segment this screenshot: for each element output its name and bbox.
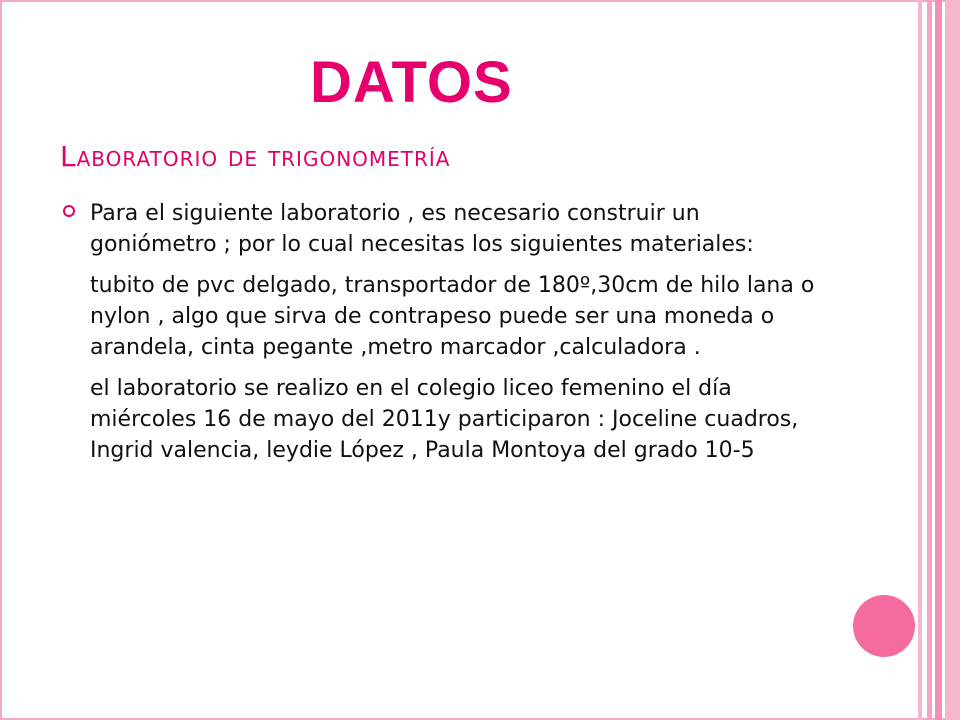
decorative-circle xyxy=(853,595,915,657)
decorative-stripe xyxy=(927,0,932,720)
bullet-circle-icon xyxy=(63,205,75,217)
slide-body xyxy=(90,198,820,476)
paragraph-materials: tubito de pvc delgado, transportador de 180º,30cm de hilo lana o nylon , algo que sirva de contrapeso puede ser una moneda o arandela, cinta pegante ,metro marcador ,calculadora . xyxy=(90,273,815,360)
paragraph-intro: Para el siguiente laboratorio , es necesario construir un goniómetro ; por lo cual necesitas los siguientes materiales: xyxy=(90,201,754,257)
paragraph-participants: el laboratorio se realizo en el colegio liceo femenino el día miércoles 16 de mayo del 2011y participaron : Joceline cuadros, Ingrid valencia, leydie López , Paula Montoya del grado 10-5 xyxy=(90,376,799,463)
slide-subtitle: Laboratorio de trigonometría xyxy=(60,140,451,173)
slide-title: DATOS xyxy=(310,50,513,115)
decorative-stripe xyxy=(918,0,922,720)
decorative-stripe xyxy=(945,0,960,720)
decorative-stripe xyxy=(935,0,942,720)
